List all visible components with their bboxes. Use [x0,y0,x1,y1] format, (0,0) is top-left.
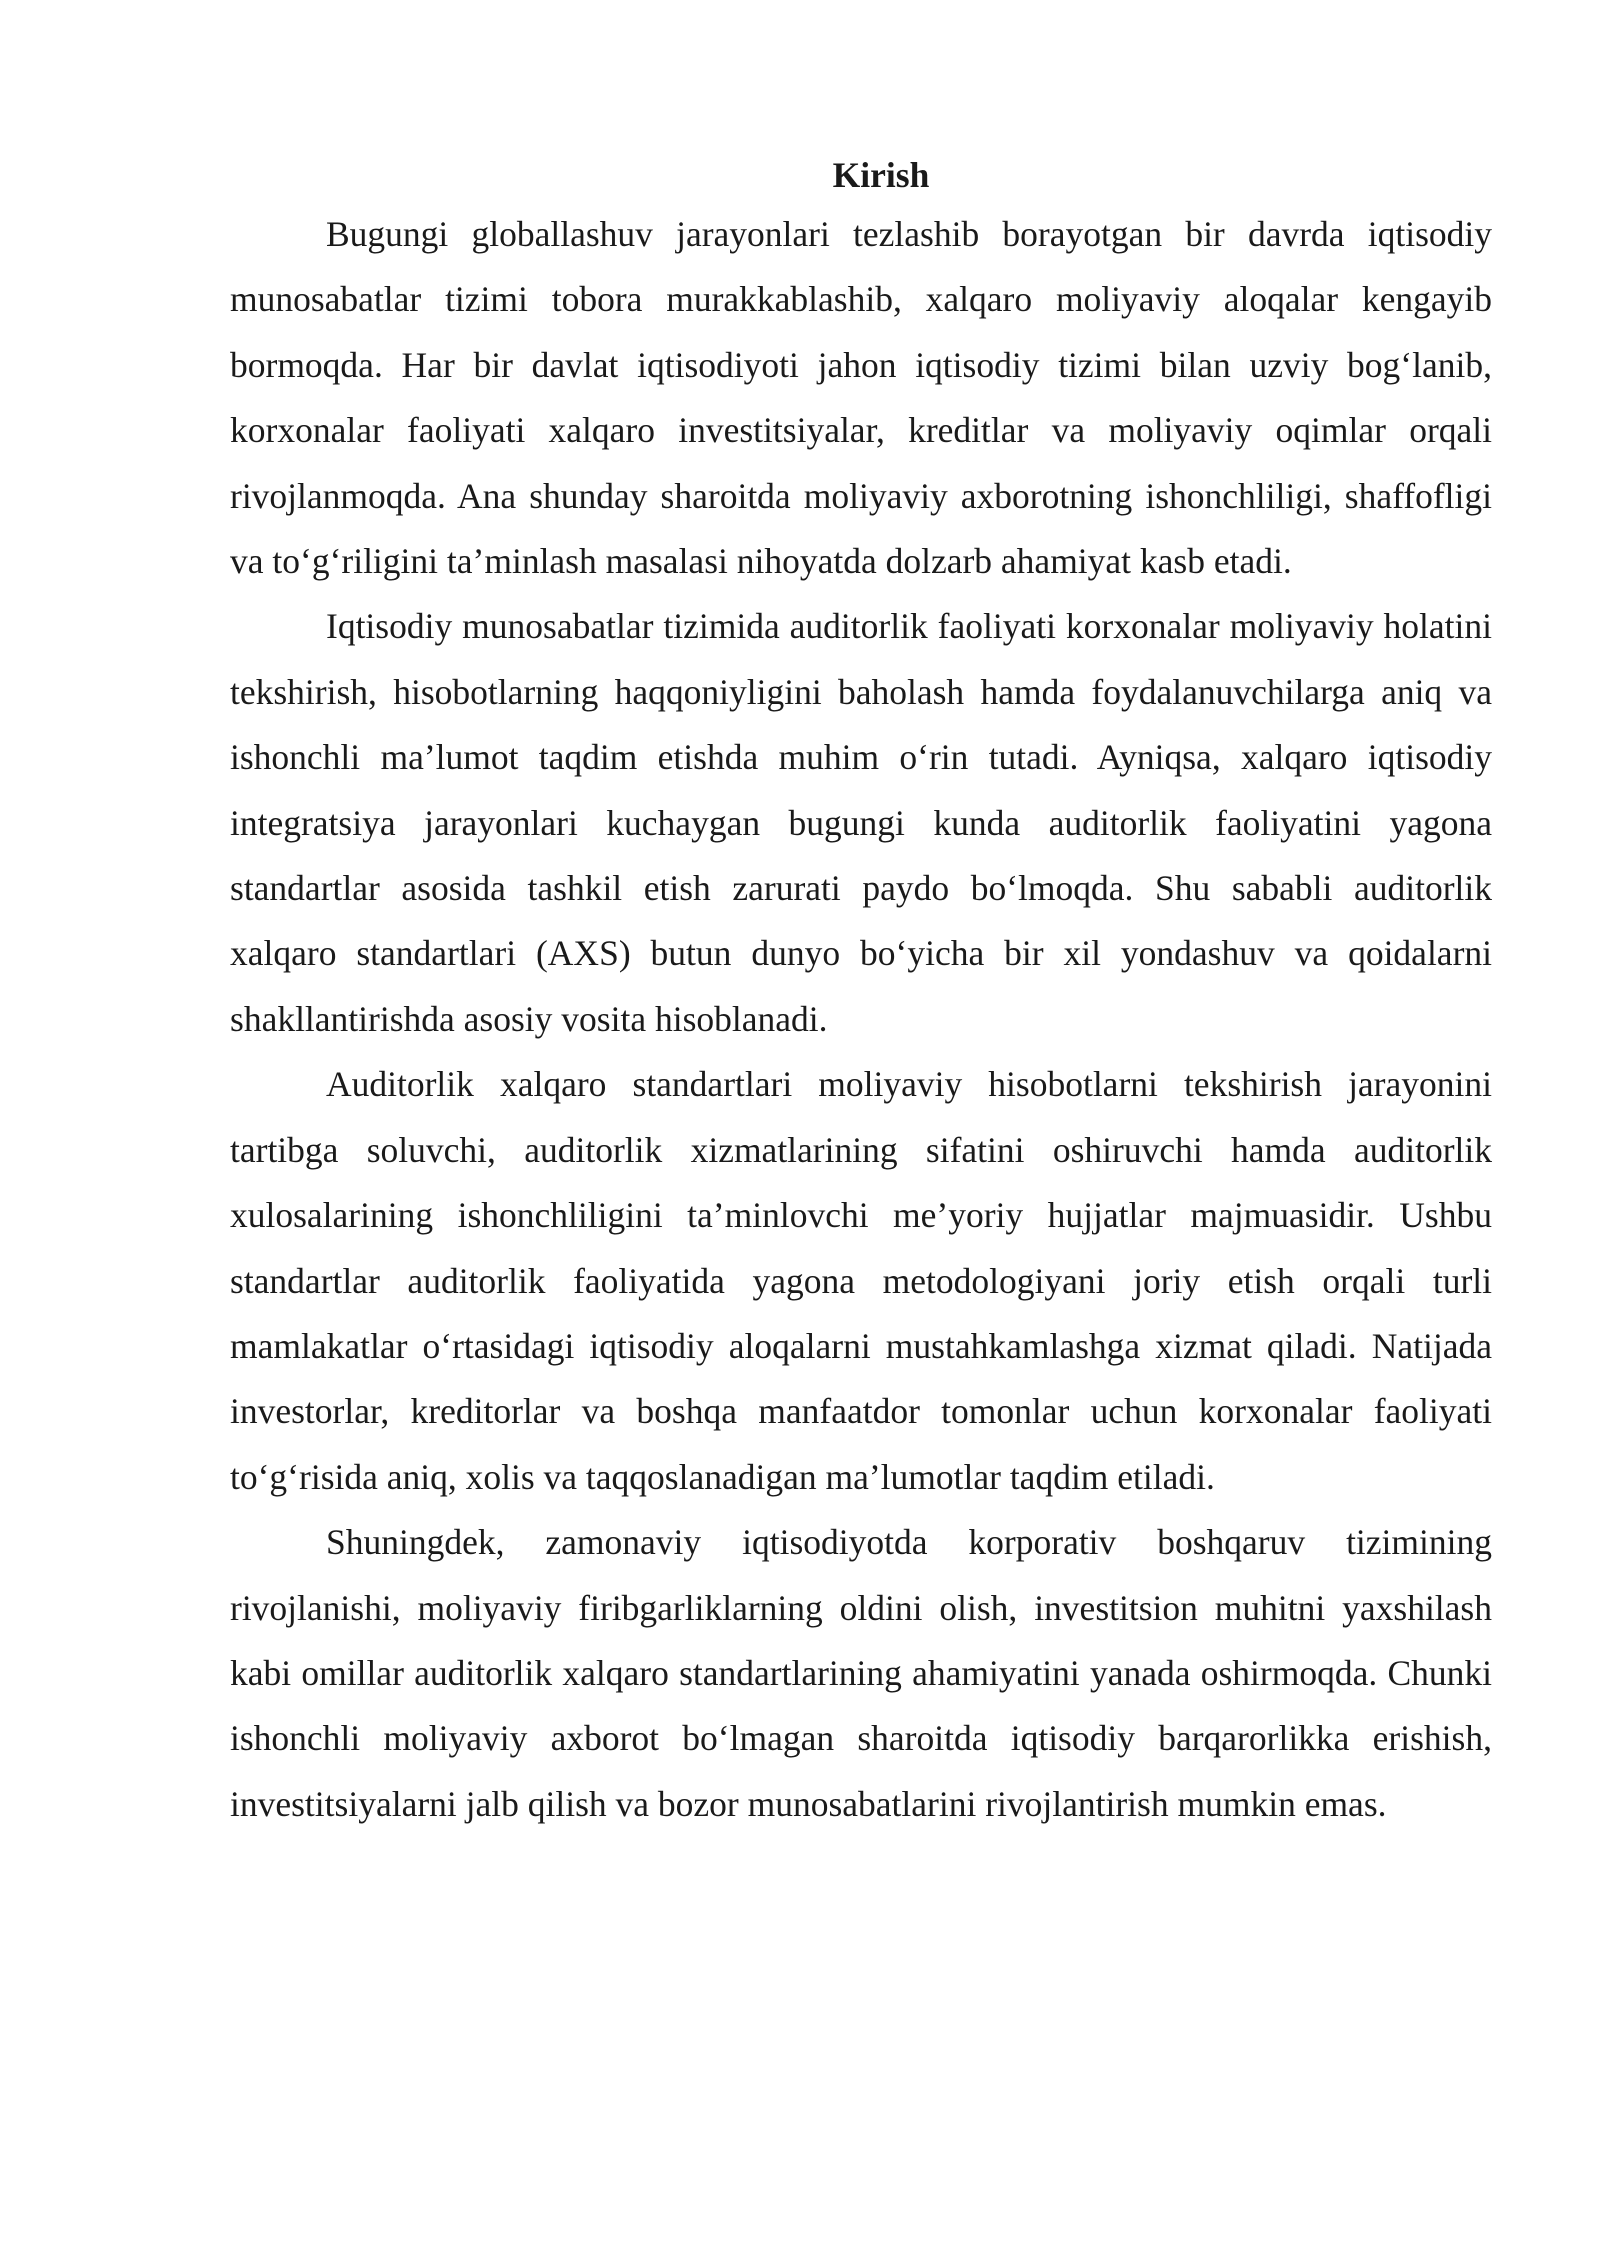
paragraph-1: Bugungi globallashuv jarayonlari tezlashib borayotgan bir davrda iqtisodiy munosabatlar tizimi tobora murakkablashib, xalqaro moliyaviy aloqalar kengayib bormoqda. Har bir davlat iqtisodiyoti jahon iqtisodiy tizimi bilan uzviy bog‘lanib, korxonalar faoliyati xalqaro investitsiyalar, kreditlar va moliyaviy oqimlar orqali rivojlanmoqda. Ana shunday sharoitda moliyaviy axborotning ishonchliligi, shaffofligi va to‘g‘riligini ta’minlash masalasi nihoyatda dolzarb ahamiyat kasb etadi. [230,214,1492,582]
document-body [230,148,1492,1837]
paragraph-2: Iqtisodiy munosabatlar tizimida auditorlik faoliyati korxonalar moliyaviy holatini tekshirish, hisobotlarning haqqoniyligini baholash hamda foydalanuvchilarga aniq va ishonchli ma’lumot taqdim etishda muhim o‘rin tutadi. Ayniqsa, xalqaro iqtisodiy integratsiya jarayonlari kuchaygan bugungi kunda auditorlik faoliyatini yagona standartlar asosida tashkil etish zarurati paydo bo‘lmoqda. Shu sababli auditorlik xalqaro standartlari (AXS) butun dunyo bo‘yicha bir xil yondashuv va qoidalarni shakllantirishda asosiy vosita hisoblanadi. [230,606,1492,1039]
paragraph-3: Auditorlik xalqaro standartlari moliyaviy hisobotlarni tekshirish jarayonini tartibga soluvchi, auditorlik xizmatlarining sifatini oshiruvchi hamda auditorlik xulosalarining ishonchliligini ta’minlovchi me’yoriy hujjatlar majmuasidir. Ushbu standartlar auditorlik faoliyatida yagona metodologiyani joriy etish orqali turli mamlakatlar o‘rtasidagi iqtisodiy aloqalarni mustahkamlashga xizmat qiladi. Natijada investorlar, kreditorlar va boshqa manfaatdor tomonlar uchun korxonalar faoliyati to‘g‘risida aniq, xolis va taqqoslanadigan ma’lumotlar taqdim etiladi. [230,1064,1492,1497]
paragraph-4: Shuningdek, zamonaviy iqtisodiyotda korporativ boshqaruv tizimining rivojlanishi, moliyaviy firibgarliklarning oldini olish, investitsion muhitni yaxshilash kabi omillar auditorlik xalqaro standartlarining ahamiyatini yanada oshirmoqda. Chunki ishonchli moliyaviy axborot bo‘lmagan sharoitda iqtisodiy barqarorlikka erishish, investitsiyalarni jalb qilish va bozor munosabatlarini rivojlantirish mumkin emas. [230,1522,1492,1824]
page-title: Kirish [832,155,930,195]
